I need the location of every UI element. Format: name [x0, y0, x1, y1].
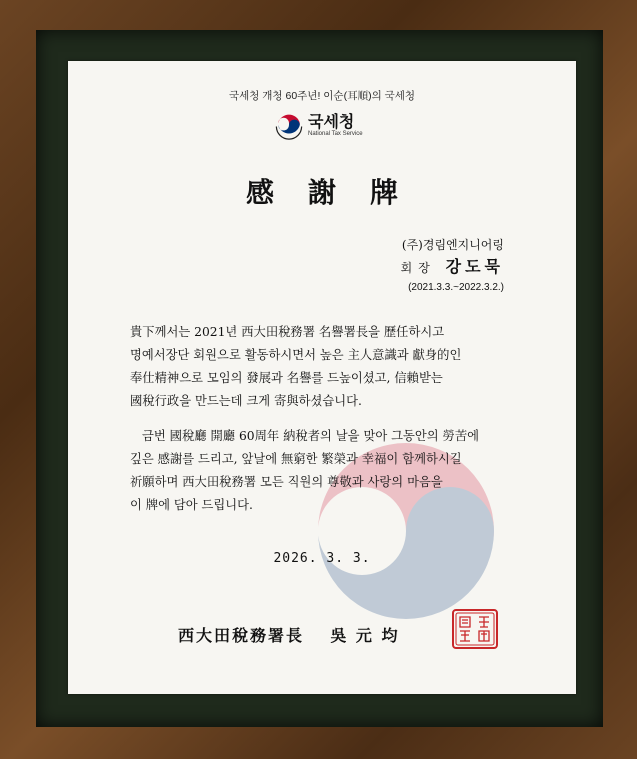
recipient-position: 회장	[400, 261, 436, 275]
citation-paragraph-2	[130, 425, 525, 517]
official-seal-stamp	[451, 608, 499, 650]
citation-paragraph-1	[130, 321, 525, 413]
award-date: 2026. 3. 3.	[273, 551, 371, 566]
citation-line: 금번 國稅廳 開廳 60周年 納稅者의 날을 맞아 그동안의 勞苦에	[142, 429, 480, 443]
citation-line: 奉仕精神으로 모임의 發展과 名譽를 드높이셨고, 信賴받는	[130, 371, 443, 385]
nts-logo	[274, 108, 363, 142]
signer-name: 吳 元 均	[330, 626, 400, 645]
certificate-paper	[68, 61, 576, 694]
citation-line: 貴下께서는 2021년 西大田稅務署 名譽署長을 歷任하시고	[130, 325, 445, 339]
signer-block	[178, 623, 399, 646]
anniversary-subtitle: 국세청 개청 60주년! 이순(耳順)의 국세청	[228, 90, 416, 102]
signer-office: 西大田稅務署長	[178, 626, 305, 645]
citation-text	[130, 321, 525, 517]
plaque-title: 感謝牌	[245, 176, 432, 209]
logo-name-korean: 국세청	[308, 111, 355, 131]
logo-name-english: National Tax Service	[308, 130, 363, 137]
recipient-name: 강도묵	[445, 257, 504, 276]
recipient-block	[401, 235, 504, 296]
citation-line: 國稅行政을 만드는데 크게 寄與하셨습니다.	[130, 394, 362, 408]
citation-line: 깊은 感謝를 드리고, 앞날에 無窮한 繁榮과 幸福이 함께하시길	[130, 452, 462, 466]
citation-line: 祈願하며 西大田稅務署 모든 직원의 尊敬과 사랑의 마음을	[130, 475, 443, 489]
recipient-name-row	[401, 255, 504, 280]
taegeuk-icon	[274, 110, 304, 140]
recipient-term: (2021.3.3.~2022.3.2.)	[408, 282, 504, 293]
citation-line: 이 牌에 담아 드립니다.	[130, 498, 253, 512]
citation-line: 명예서장단 회원으로 활동하시면서 높은 主人意識과 獻身的인	[130, 348, 462, 362]
recipient-company: (주)경림엔지니어링	[401, 238, 504, 252]
